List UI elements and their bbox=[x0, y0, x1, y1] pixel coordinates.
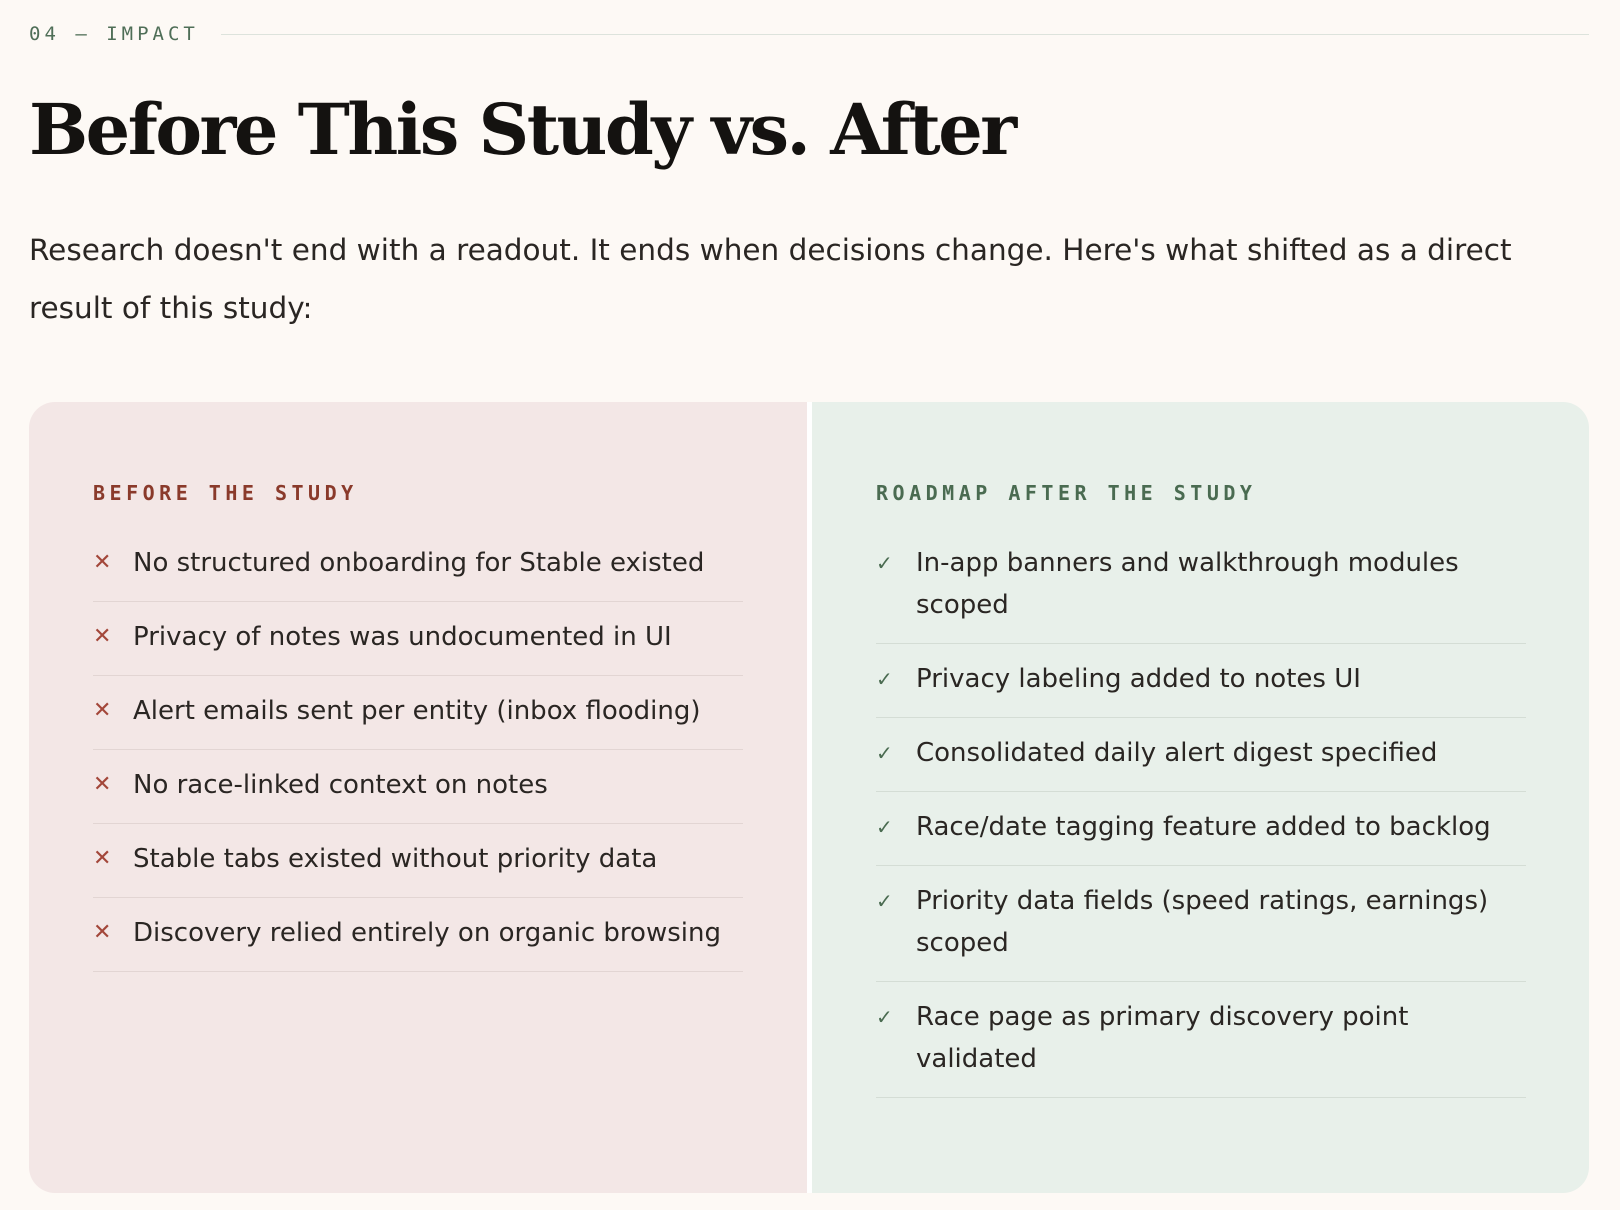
after-item-text: Race/date tagging feature added to backlog bbox=[916, 812, 1491, 842]
before-list-item bbox=[93, 602, 743, 676]
x-mark-icon: ✕ bbox=[93, 550, 112, 575]
check-mark-icon: ✓ bbox=[876, 551, 893, 575]
before-column bbox=[29, 402, 812, 1193]
after-list-item bbox=[876, 792, 1526, 866]
after-list bbox=[876, 528, 1526, 1098]
after-item-text: In-app banners and walkthrough modules scoped bbox=[916, 548, 1459, 620]
before-item-text: No race-linked context on notes bbox=[133, 770, 548, 800]
check-mark-icon: ✓ bbox=[876, 1005, 893, 1029]
before-item-text: No structured onboarding for Stable existed bbox=[133, 548, 705, 578]
after-item-text: Priority data fields (speed ratings, earnings) scoped bbox=[916, 886, 1489, 958]
check-mark-icon: ✓ bbox=[876, 815, 893, 839]
before-item-text: Discovery relied entirely on organic browsing bbox=[133, 918, 721, 948]
check-mark-icon: ✓ bbox=[876, 667, 893, 691]
x-mark-icon: ✕ bbox=[93, 920, 112, 945]
comparison-panel bbox=[29, 402, 1589, 1193]
before-list-item bbox=[93, 824, 743, 898]
x-mark-icon: ✕ bbox=[93, 772, 112, 797]
after-list-item bbox=[876, 982, 1526, 1098]
after-column bbox=[812, 402, 1589, 1193]
after-list-item bbox=[876, 718, 1526, 792]
x-mark-icon: ✕ bbox=[93, 624, 112, 649]
eyebrow-divider bbox=[221, 34, 1589, 35]
section-eyebrow bbox=[29, 20, 1589, 48]
check-mark-icon: ✓ bbox=[876, 889, 893, 913]
before-item-text: Alert emails sent per entity (inbox flooding) bbox=[133, 696, 701, 726]
section-label: 04 — IMPACT bbox=[29, 23, 199, 45]
after-item-text: Consolidated daily alert digest specified bbox=[916, 738, 1438, 768]
before-heading: BEFORE THE STUDY bbox=[93, 481, 358, 505]
page-title: Before This Study vs. After bbox=[29, 88, 1015, 171]
before-list-item bbox=[93, 528, 743, 602]
x-mark-icon: ✕ bbox=[93, 698, 112, 723]
intro-paragraph: Research doesn't end with a readout. It ends when decisions change. Here's what shifted as a direct result of this study: bbox=[29, 233, 1512, 325]
after-item-text: Race page as primary discovery point validated bbox=[916, 1002, 1409, 1074]
after-item-text: Privacy labeling added to notes UI bbox=[916, 664, 1361, 694]
before-list-item bbox=[93, 676, 743, 750]
before-item-text: Stable tabs existed without priority data bbox=[133, 844, 658, 874]
before-list bbox=[93, 528, 743, 972]
after-list-item bbox=[876, 644, 1526, 718]
check-mark-icon: ✓ bbox=[876, 741, 893, 765]
before-list-item bbox=[93, 898, 743, 972]
after-heading: ROADMAP AFTER THE STUDY bbox=[876, 481, 1257, 505]
after-list-item bbox=[876, 528, 1526, 644]
before-list-item bbox=[93, 750, 743, 824]
after-list-item bbox=[876, 866, 1526, 982]
x-mark-icon: ✕ bbox=[93, 846, 112, 871]
before-item-text: Privacy of notes was undocumented in UI bbox=[133, 622, 672, 652]
